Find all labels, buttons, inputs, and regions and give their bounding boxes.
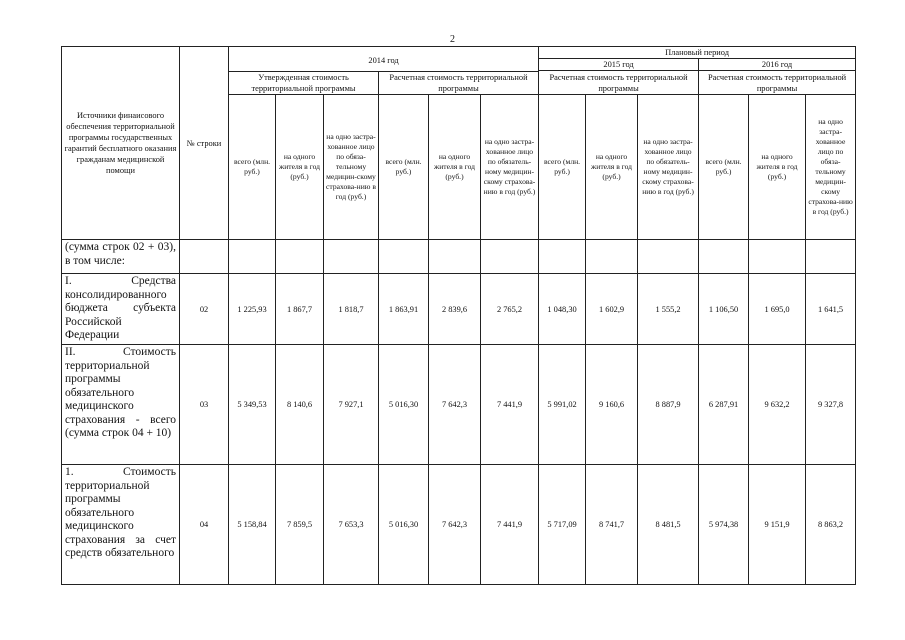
cell-value bbox=[699, 240, 749, 274]
cell-value: 7 642,3 bbox=[429, 345, 481, 465]
row-number-heading: № строки bbox=[180, 47, 229, 240]
table-row bbox=[62, 345, 856, 465]
cell-value: 8 863,2 bbox=[806, 465, 856, 585]
row-number bbox=[180, 240, 229, 274]
cell-value: 5 016,30 bbox=[379, 345, 429, 465]
cell-value: 8 741,7 bbox=[586, 465, 638, 585]
cell-value: 7 642,3 bbox=[429, 465, 481, 585]
cell-value: 5 349,53 bbox=[229, 345, 276, 465]
cell-value: 1 695,0 bbox=[749, 274, 806, 345]
cell-value: 5 717,09 bbox=[539, 465, 586, 585]
cell-value bbox=[429, 240, 481, 274]
col-per-resident-approved: на одного жителя в год (руб.) bbox=[276, 95, 324, 240]
cell-value bbox=[481, 240, 539, 274]
cell-value: 1 863,91 bbox=[379, 274, 429, 345]
calculated-cost-2016-heading: Расчетная стоимость территориальной программы bbox=[699, 71, 856, 95]
cell-value: 1 818,7 bbox=[324, 274, 379, 345]
cell-value bbox=[324, 240, 379, 274]
cell-value: 1 602,9 bbox=[586, 274, 638, 345]
year-2014-heading: 2014 год bbox=[229, 47, 539, 72]
col-total-calc-2014: всего (млн. руб.) bbox=[379, 95, 429, 240]
table-row bbox=[62, 240, 856, 274]
year-2015-heading: 2015 год bbox=[539, 59, 699, 71]
cell-value: 1 048,30 bbox=[539, 274, 586, 345]
col-per-resident-2015: на одного жителя в год (руб.) bbox=[586, 95, 638, 240]
cell-value bbox=[379, 240, 429, 274]
row-label: (сумма строк 02 + 03), в том числе: bbox=[62, 240, 180, 274]
table-row bbox=[62, 274, 856, 345]
col-per-insured-approved: на одно застра-хованное лицо по обяза-тельному медицин-скому страхова-нию в год (руб.) bbox=[324, 95, 379, 240]
financing-table bbox=[61, 46, 856, 585]
cell-value: 5 991,02 bbox=[539, 345, 586, 465]
col-per-insured-2015: на одно застра-хованное лицо по обязатель-ному медицин-скому страхова-нию в год (руб.) bbox=[638, 95, 699, 240]
table-row bbox=[62, 465, 856, 585]
calculated-cost-2014-heading: Расчетная стоимость территориальной программы bbox=[379, 72, 539, 95]
sources-heading: Источники финаисового обеспечения территориальной программы государственных гарантий бесплатного оказания гражданам медицинской помощи bbox=[62, 47, 180, 240]
planning-period-heading: Плановый период bbox=[539, 47, 856, 59]
cell-value: 9 327,8 bbox=[806, 345, 856, 465]
page-number: 2 bbox=[450, 34, 455, 45]
cell-value: 1 225,93 bbox=[229, 274, 276, 345]
col-per-insured-2016: на одно застра-хованное лицо по обяза-тельному медицин-скому страхова-нию в год (руб.) bbox=[806, 95, 856, 240]
cell-value bbox=[276, 240, 324, 274]
cell-value: 7 859,5 bbox=[276, 465, 324, 585]
header-row-1 bbox=[62, 47, 856, 59]
row-label: II. Стоимость территориальной программы обязательного медицинского страхования - всего (сумма строк 04 + 10) bbox=[62, 345, 180, 465]
col-total-approved: всего (млн. руб.) bbox=[229, 95, 276, 240]
cell-value: 1 641,5 bbox=[806, 274, 856, 345]
approved-cost-heading: Утвержденная стоимость территориальной программы bbox=[229, 72, 379, 95]
col-total-2015: всего (млн. руб.) bbox=[539, 95, 586, 240]
cell-value bbox=[806, 240, 856, 274]
cell-value: 5 974,38 bbox=[699, 465, 749, 585]
cell-value: 2 765,2 bbox=[481, 274, 539, 345]
row-number: 04 bbox=[180, 465, 229, 585]
cell-value: 7 441,9 bbox=[481, 465, 539, 585]
cell-value: 1 867,7 bbox=[276, 274, 324, 345]
row-label: 1. Стоимость территориальной программы обязательного медицинского страхования за счет средств обязательного bbox=[62, 465, 180, 585]
cell-value: 9 160,6 bbox=[586, 345, 638, 465]
cell-value bbox=[539, 240, 586, 274]
cell-value: 9 632,2 bbox=[749, 345, 806, 465]
cell-value: 1 555,2 bbox=[638, 274, 699, 345]
calculated-cost-2015-heading: Расчетная стоимость территориальной программы bbox=[539, 71, 699, 95]
cell-value: 1 106,50 bbox=[699, 274, 749, 345]
cell-value: 5 016,30 bbox=[379, 465, 429, 585]
cell-value: 8 481,5 bbox=[638, 465, 699, 585]
cell-value bbox=[229, 240, 276, 274]
row-label: I. Средства консолидированного бюджета субъекта Российской Федерации bbox=[62, 274, 180, 345]
cell-value: 8 887,9 bbox=[638, 345, 699, 465]
col-per-insured-calc-2014: на одно застра-хованное лицо по обязатель-ному медицин-скому страхова-нию в год (руб.) bbox=[481, 95, 539, 240]
cell-value: 6 287,91 bbox=[699, 345, 749, 465]
row-number: 03 bbox=[180, 345, 229, 465]
cell-value: 2 839,6 bbox=[429, 274, 481, 345]
year-2016-heading: 2016 год bbox=[699, 59, 856, 71]
cell-value: 7 653,3 bbox=[324, 465, 379, 585]
cell-value: 9 151,9 bbox=[749, 465, 806, 585]
cell-value: 7 441,9 bbox=[481, 345, 539, 465]
cell-value bbox=[638, 240, 699, 274]
col-per-resident-calc-2014: на одного жителя в год (руб.) bbox=[429, 95, 481, 240]
col-per-resident-2016: на одного жителя в год (руб.) bbox=[749, 95, 806, 240]
cell-value bbox=[586, 240, 638, 274]
col-total-2016: всего (млн. руб.) bbox=[699, 95, 749, 240]
cell-value: 5 158,84 bbox=[229, 465, 276, 585]
cell-value bbox=[749, 240, 806, 274]
cell-value: 7 927,1 bbox=[324, 345, 379, 465]
row-number: 02 bbox=[180, 274, 229, 345]
cell-value: 8 140,6 bbox=[276, 345, 324, 465]
